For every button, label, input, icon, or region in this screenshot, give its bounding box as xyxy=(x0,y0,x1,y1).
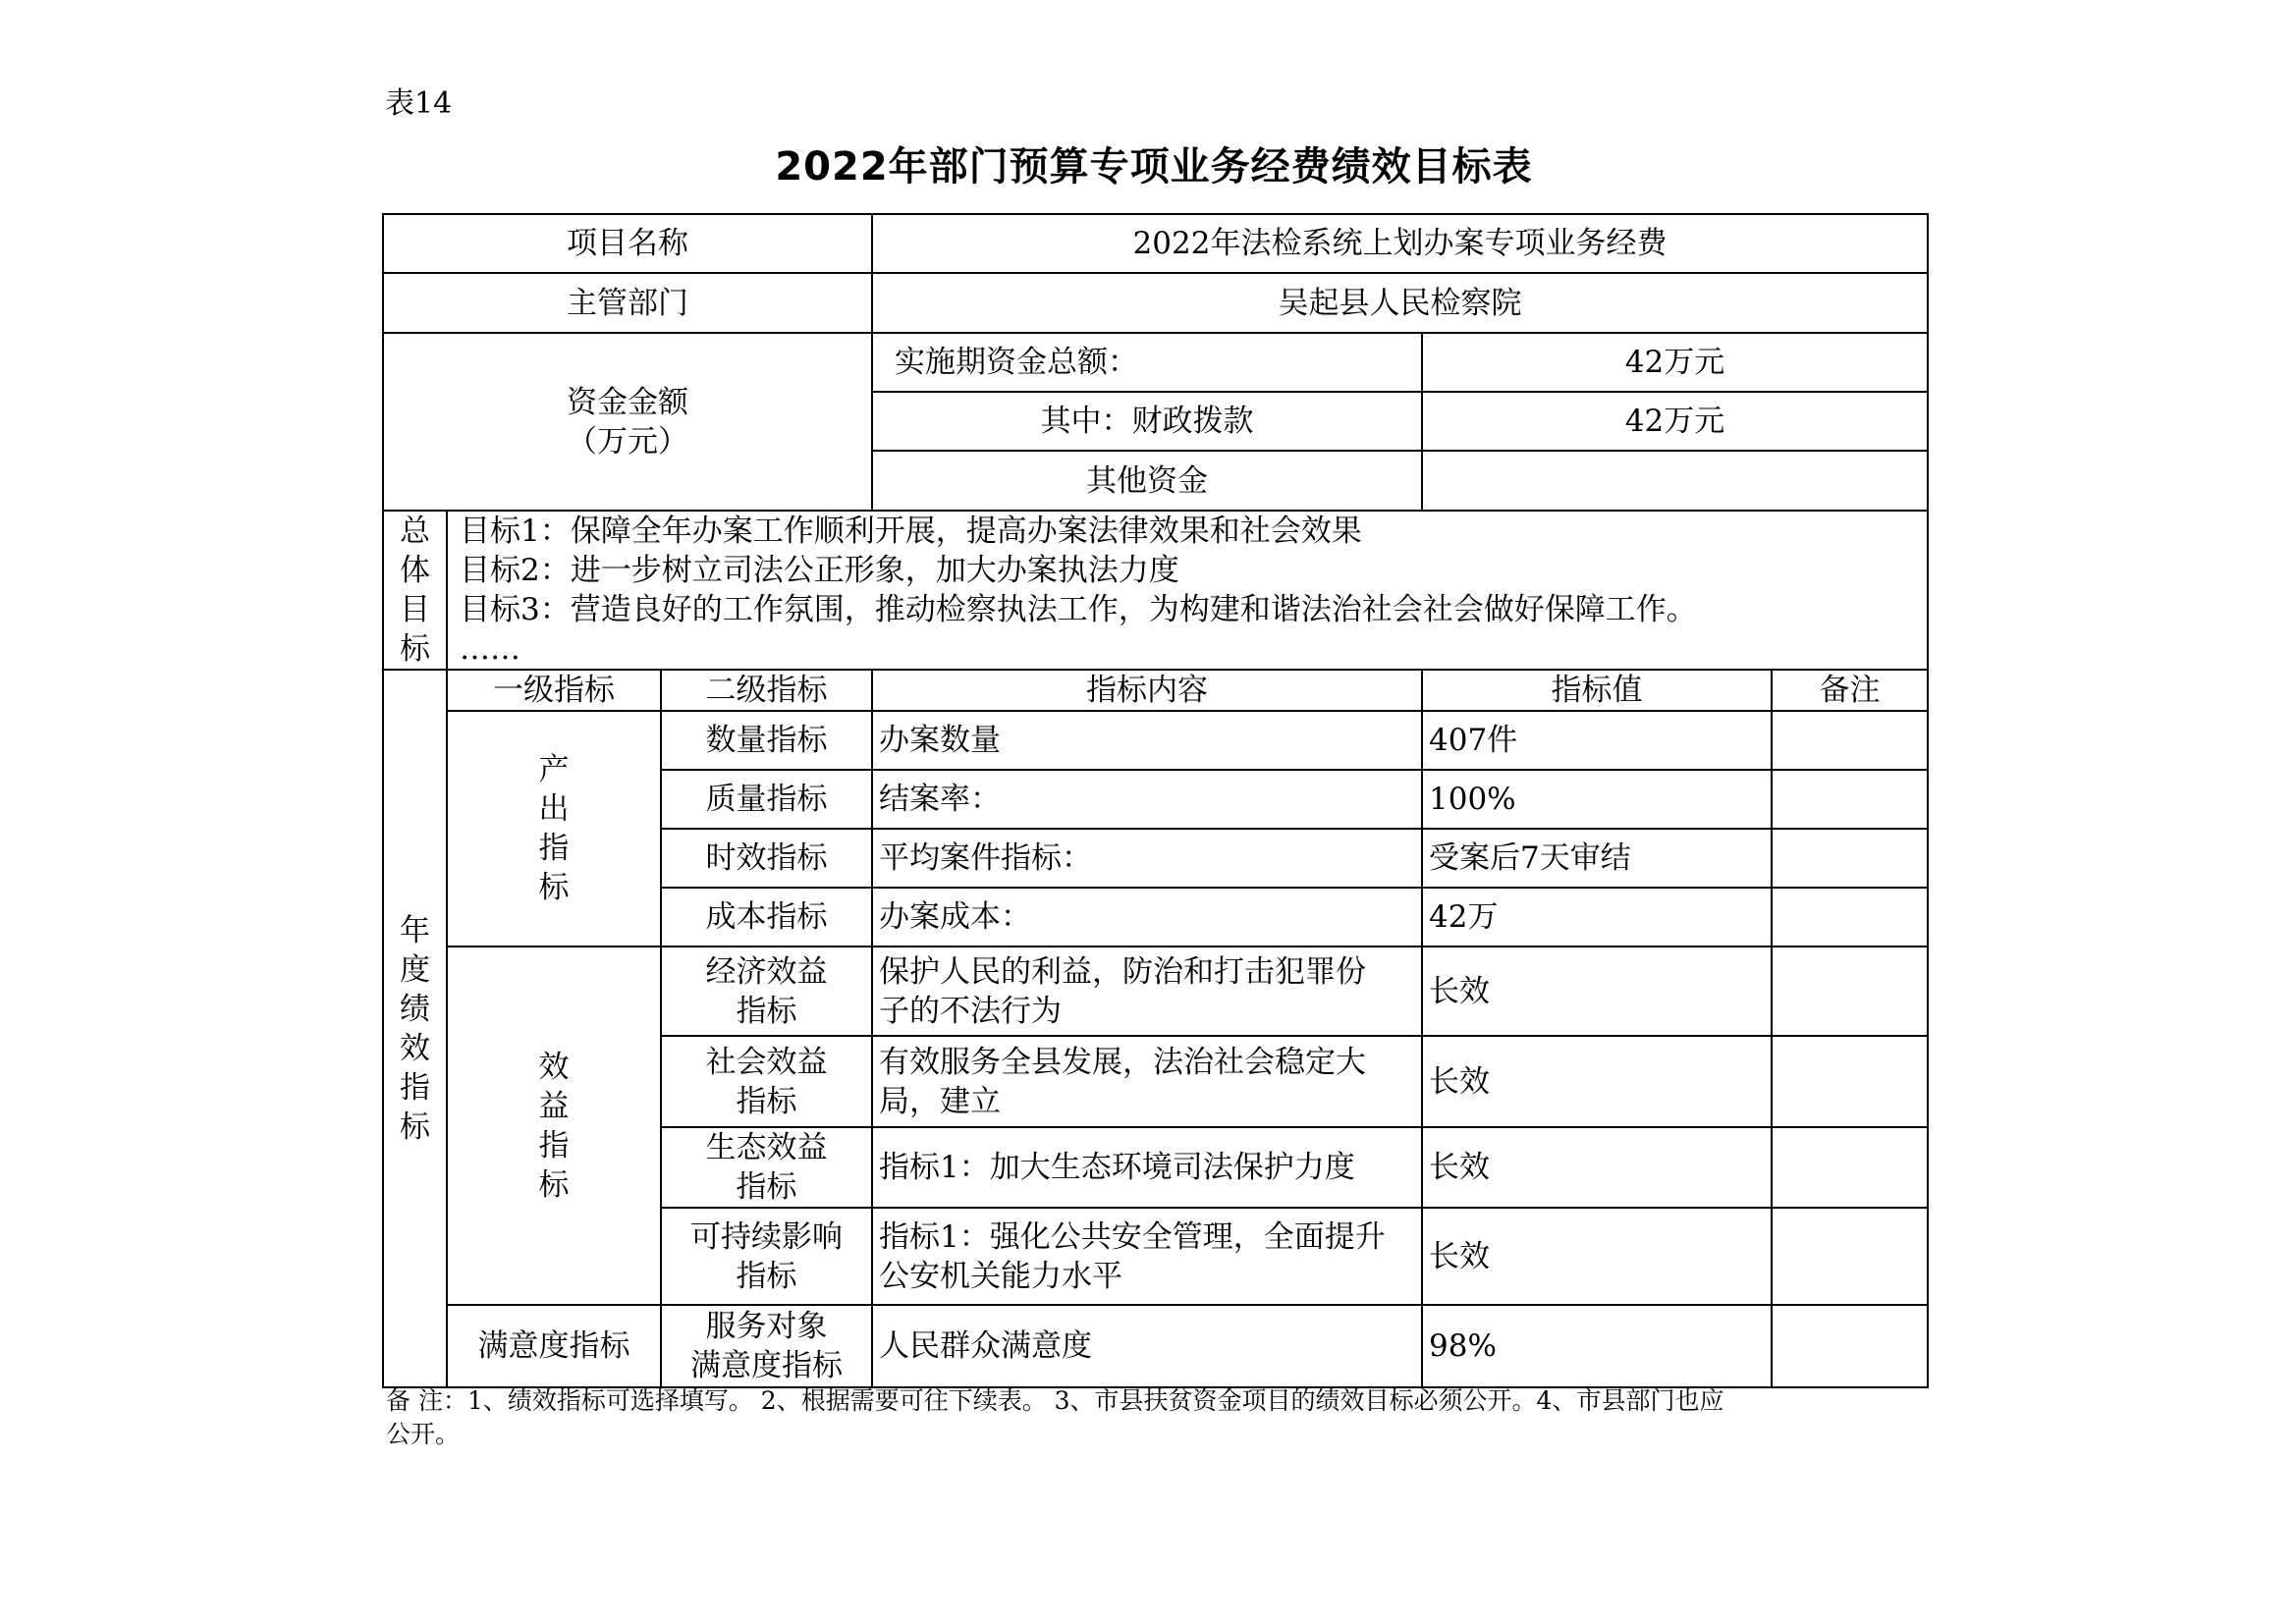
level2-cell xyxy=(661,1127,872,1208)
header-remark: 备注 xyxy=(1772,670,1928,711)
remark-cell xyxy=(1772,1127,1928,1208)
content-line: 有效服务全县发展，法治社会稳定大 xyxy=(879,1044,1366,1080)
footnote-line: 公开。 xyxy=(386,1420,461,1448)
funds-fiscal-value: 42万元 xyxy=(1422,392,1928,451)
output-label-char: 指 xyxy=(538,831,570,866)
annual-label-char: 效 xyxy=(400,1030,430,1066)
goal-item: 目标3：营造良好的工作氛围，推动检察执法工作，为构建和谐法治社会社会做好保障工作。 xyxy=(460,592,1697,627)
indicator-header-row xyxy=(383,670,1928,711)
benefit-label-char: 指 xyxy=(538,1127,570,1163)
remark-cell xyxy=(1772,1208,1928,1305)
department-row xyxy=(383,273,1928,333)
annual-indicators-label xyxy=(383,670,447,1387)
content-cell: 平均案件指标： xyxy=(872,829,1422,888)
value-cell: 长效 xyxy=(1422,1127,1772,1208)
annual-label-char: 指 xyxy=(400,1069,430,1106)
annual-label-char: 年 xyxy=(400,912,430,948)
table-row xyxy=(383,947,1928,1036)
value-cell: 42万 xyxy=(1422,888,1772,947)
footnote xyxy=(386,1384,1938,1451)
level2-cell: 时效指标 xyxy=(661,829,872,888)
remark-cell xyxy=(1772,888,1928,947)
funds-other-value xyxy=(1422,451,1928,511)
level2-line: 指标 xyxy=(736,993,797,1029)
table-row xyxy=(383,1305,1928,1387)
page-title: 2022年部门预算专项业务经费绩效目标表 xyxy=(775,144,1533,189)
benefit-label-char: 效 xyxy=(538,1049,570,1085)
content-cell xyxy=(872,1208,1422,1305)
level2-line: 经济效益 xyxy=(705,953,828,990)
remark-cell xyxy=(1772,829,1928,888)
department-label: 主管部门 xyxy=(383,273,872,333)
overall-label-char: 总 xyxy=(400,514,430,549)
overall-goals-row xyxy=(383,511,1928,670)
level2-cell xyxy=(661,947,872,1036)
content-cell: 人民群众满意度 xyxy=(872,1305,1422,1387)
level2-line: 指标 xyxy=(736,1169,797,1205)
benefit-label-char: 标 xyxy=(538,1166,570,1203)
overall-label-char: 标 xyxy=(400,631,430,667)
header-level2: 二级指标 xyxy=(661,670,872,711)
benefit-indicators-label xyxy=(447,947,661,1305)
value-cell: 受案后7天审结 xyxy=(1422,829,1772,888)
output-label-char: 标 xyxy=(538,870,570,905)
funds-total-label: 实施期资金总额： xyxy=(872,333,1422,392)
content-line: 子的不法行为 xyxy=(879,993,1062,1029)
value-cell: 长效 xyxy=(1422,947,1772,1036)
content-line: 保护人民的利益，防治和打击犯罪份 xyxy=(879,953,1366,990)
funds-other-label: 其他资金 xyxy=(872,451,1422,511)
content-cell xyxy=(872,947,1422,1036)
value-cell: 100% xyxy=(1422,770,1772,829)
performance-table xyxy=(382,213,1929,1388)
value-cell: 长效 xyxy=(1422,1036,1772,1127)
content-cell: 办案成本： xyxy=(872,888,1422,947)
level2-line: 指标 xyxy=(736,1258,797,1294)
content-cell: 指标1：加大生态环境司法保护力度 xyxy=(872,1127,1422,1208)
level2-line: 指标 xyxy=(736,1083,797,1119)
benefit-label-char: 益 xyxy=(538,1088,570,1124)
header-level1: 一级指标 xyxy=(447,670,661,711)
level2-line: 生态效益 xyxy=(705,1130,828,1165)
project-row xyxy=(383,214,1928,273)
annual-label-char: 度 xyxy=(400,951,430,988)
remark-cell xyxy=(1772,947,1928,1036)
level2-cell: 数量指标 xyxy=(661,711,872,770)
goal-item: 目标2：进一步树立司法公正形象，加大办案执法力度 xyxy=(460,553,1179,588)
content-cell xyxy=(872,1036,1422,1127)
remark-cell xyxy=(1772,1305,1928,1387)
project-value: 2022年法检系统上划办案专项业务经费 xyxy=(872,214,1928,273)
annual-label-char: 标 xyxy=(400,1109,430,1145)
remark-cell xyxy=(1772,770,1928,829)
output-indicators-label xyxy=(447,711,661,947)
level2-line: 服务对象 xyxy=(705,1309,828,1344)
level2-cell xyxy=(661,1305,872,1387)
overall-goals-content xyxy=(447,511,1928,670)
output-label-char: 产 xyxy=(538,752,570,787)
department-value: 吴起县人民检察院 xyxy=(872,273,1928,333)
header-value: 指标值 xyxy=(1422,670,1772,711)
remark-cell xyxy=(1772,1036,1928,1127)
value-cell: 407件 xyxy=(1422,711,1772,770)
level2-line: 可持续影响 xyxy=(690,1218,843,1255)
value-cell: 98% xyxy=(1422,1305,1772,1387)
content-cell: 办案数量 xyxy=(872,711,1422,770)
footnote-line: 备 注：1、绩效指标可选择填写。 2、根据需要可往下续表。 3、市县扶贫资金项目的绩效目标必须公开。4、市县部门也应 xyxy=(386,1386,1724,1415)
goal-item: 目标1：保障全年办案工作顺利开展，提高办案法律效果和社会效果 xyxy=(460,514,1362,549)
overall-label-char: 体 xyxy=(400,553,430,588)
table-number: 表14 xyxy=(385,86,453,121)
content-line: 指标1：强化公共安全管理，全面提升 xyxy=(879,1218,1386,1255)
satisfaction-level1: 满意度指标 xyxy=(447,1305,661,1387)
content-line: 公安机关能力水平 xyxy=(879,1258,1122,1294)
goal-item: …… xyxy=(460,631,520,667)
level2-cell xyxy=(661,1036,872,1127)
value-cell: 长效 xyxy=(1422,1208,1772,1305)
level2-cell xyxy=(661,1208,872,1305)
level2-line: 满意度指标 xyxy=(690,1348,843,1383)
content-line: 局，建立 xyxy=(879,1083,1001,1119)
funds-fiscal-label: 其中：财政拨款 xyxy=(872,392,1422,451)
output-label-char: 出 xyxy=(538,791,570,827)
funds-label-line1: 资金金额 xyxy=(567,384,688,420)
level2-cell: 质量指标 xyxy=(661,770,872,829)
funds-total-value: 42万元 xyxy=(1422,333,1928,392)
content-cell: 结案率： xyxy=(872,770,1422,829)
funds-total-row xyxy=(383,333,1928,392)
header-content: 指标内容 xyxy=(872,670,1422,711)
level2-line: 社会效益 xyxy=(705,1044,828,1080)
project-label: 项目名称 xyxy=(383,214,872,273)
overall-label-char: 目 xyxy=(400,592,430,627)
annual-label-char: 绩 xyxy=(400,991,430,1027)
level2-cell: 成本指标 xyxy=(661,888,872,947)
table-row xyxy=(383,711,1928,770)
funds-label xyxy=(383,333,872,511)
funds-label-line2: （万元） xyxy=(567,423,688,460)
remark-cell xyxy=(1772,711,1928,770)
overall-goals-label xyxy=(383,511,447,670)
